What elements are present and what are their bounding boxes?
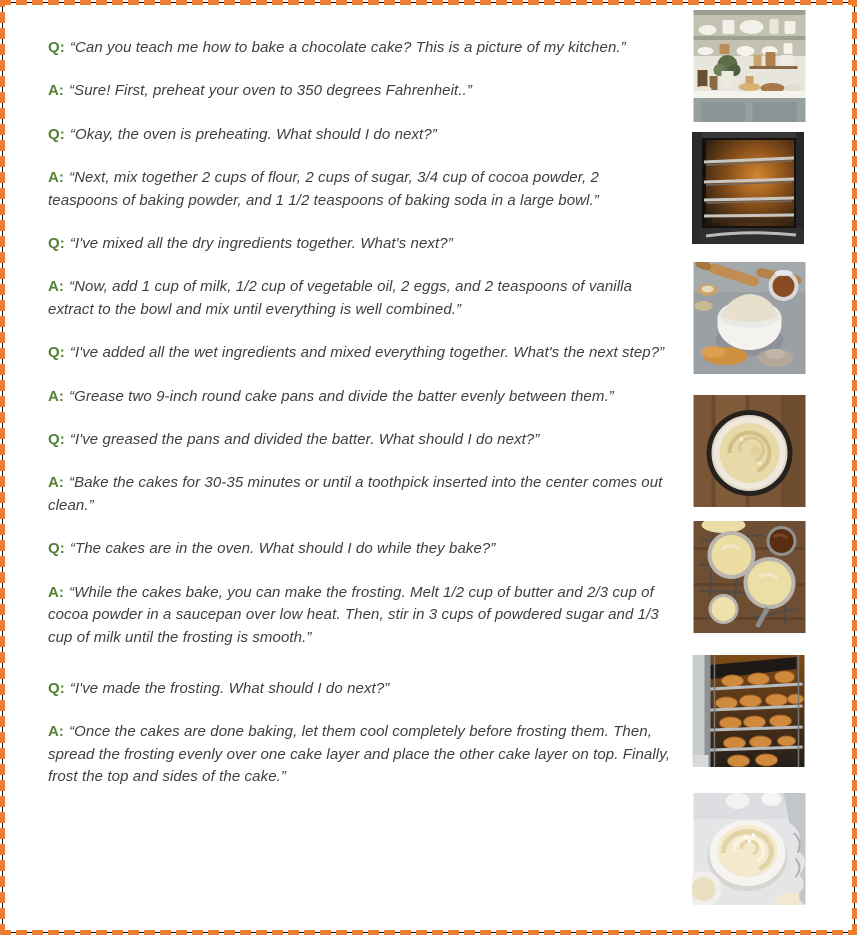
speaker-label: Q: bbox=[48, 540, 65, 558]
qa-turn bbox=[48, 721, 670, 788]
qa-turn bbox=[48, 124, 670, 146]
dashed-border-left bbox=[0, 0, 5, 935]
speaker-label: A: bbox=[48, 723, 65, 741]
dashed-border-bottom bbox=[0, 930, 857, 935]
frosting-bowl-photo bbox=[692, 793, 807, 905]
turn-text: “Grease two 9-inch round cake pans and divide the batter evenly between them.” bbox=[69, 387, 614, 405]
turn-text: “Okay, the oven is preheating. What should I do next?” bbox=[69, 125, 437, 143]
flour-bowl-illustration bbox=[693, 262, 806, 374]
turn-text: “Next, mix together 2 cups of flour, 2 cups of sugar, 3/4 cup of cocoa powder, 2 teaspoons of baking powder, and 1 1/2 teaspoons of baking soda in a large bowl.” bbox=[48, 169, 599, 209]
qa-turn bbox=[48, 276, 670, 321]
qa-turn bbox=[48, 167, 670, 212]
batter-bowl-photo bbox=[693, 395, 806, 507]
baking-rack-photo bbox=[691, 655, 806, 767]
turn-text: “Bake the cakes for 30-35 minutes or until a toothpick inserted into the center comes out clean.” bbox=[48, 474, 663, 514]
speaker-label: A: bbox=[48, 583, 65, 601]
kitchen-illustration bbox=[693, 10, 806, 122]
turn-text: “Sure! First, preheat your oven to 350 degrees Fahrenheit..” bbox=[69, 82, 472, 100]
turn-text: “I've added all the wet ingredients and mixed everything together. What's the next step?” bbox=[69, 344, 665, 362]
batter-pans-photo bbox=[693, 521, 806, 633]
kitchen-photo bbox=[693, 10, 806, 122]
qa-turn bbox=[48, 582, 670, 649]
speaker-label: A: bbox=[48, 278, 65, 296]
speaker-label: A: bbox=[48, 474, 65, 492]
speaker-label: A: bbox=[48, 169, 65, 187]
qa-turn bbox=[48, 538, 670, 560]
speaker-label: A: bbox=[48, 387, 65, 405]
speaker-label: Q: bbox=[48, 235, 65, 253]
dry-ingredients-photo bbox=[693, 262, 806, 374]
turn-text: “Now, add 1 cup of milk, 1/2 cup of vegetable oil, 2 eggs, and 2 teaspoons of vanilla extract to the bowl and mix until everything is well combined.” bbox=[48, 278, 633, 318]
oven-illustration bbox=[690, 132, 806, 244]
qa-conversation bbox=[48, 37, 670, 810]
qa-turn bbox=[48, 342, 670, 364]
baking-rack-illustration bbox=[691, 655, 806, 767]
turn-text: “While the cakes bake, you can make the frosting. Melt 1/2 cup of butter and 2/3 cup of cocoa powder in a saucepan over low heat. Then, stir in 3 cups of powdered sugar and 1/3 cup of milk until the frosting is smooth.” bbox=[48, 583, 659, 646]
turn-text: “I've mixed all the dry ingredients together. What's next?” bbox=[69, 235, 453, 253]
preheating-oven-photo bbox=[690, 132, 806, 244]
qa-turn bbox=[48, 37, 670, 59]
speaker-label: A: bbox=[48, 82, 65, 100]
qa-turn bbox=[48, 429, 670, 451]
turn-text: “I've made the frosting. What should I do next?” bbox=[69, 679, 390, 697]
speaker-label: Q: bbox=[48, 679, 65, 697]
batter-pans-illustration bbox=[693, 521, 806, 633]
frosting-bowl-illustration bbox=[692, 793, 807, 905]
qa-turn bbox=[48, 233, 670, 255]
turn-text: “I've greased the pans and divided the batter. What should I do next?” bbox=[69, 431, 540, 449]
turn-text: “The cakes are in the oven. What should I do while they bake?” bbox=[69, 540, 496, 558]
speaker-label: Q: bbox=[48, 125, 65, 143]
qa-turn bbox=[48, 386, 670, 408]
turn-text: “Can you teach me how to bake a chocolate cake? This is a picture of my kitchen.” bbox=[69, 39, 626, 56]
speaker-label: Q: bbox=[48, 39, 65, 56]
dashed-border-top bbox=[0, 0, 857, 5]
speaker-label: Q: bbox=[48, 431, 65, 449]
dashed-border-right bbox=[852, 0, 857, 935]
batter-bowl-illustration bbox=[693, 395, 806, 507]
turn-text: “Once the cakes are done baking, let them cool completely before frosting them. Then, spread the frosting evenly over one cake layer and place the other cake layer on top. Finally, frost the top and sides of the cake.” bbox=[48, 723, 670, 786]
qa-turn bbox=[48, 678, 670, 700]
qa-turn bbox=[48, 472, 670, 517]
speaker-label: Q: bbox=[48, 344, 65, 362]
qa-turn bbox=[48, 80, 670, 102]
